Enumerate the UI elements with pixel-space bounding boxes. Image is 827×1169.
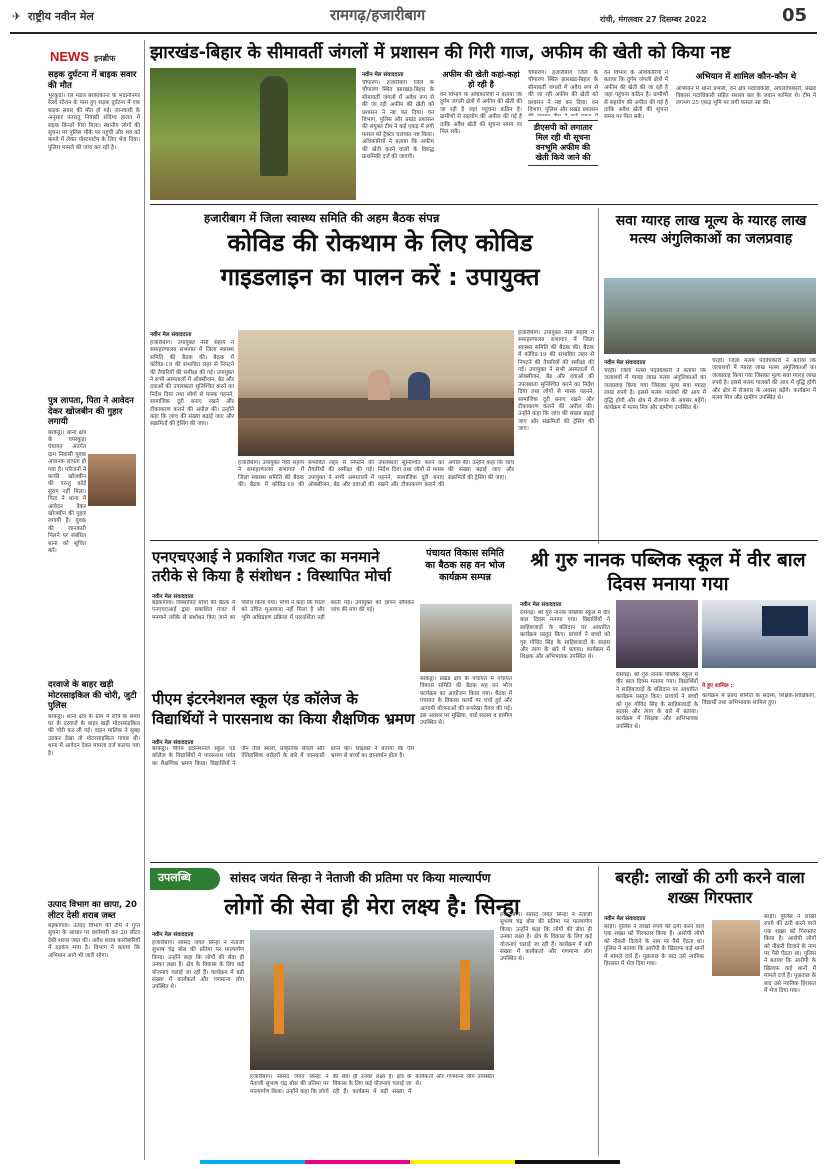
body-text: हजारीबाग। सांसद जयंत सिन्हा ने नेताजी सुभाष चंद्र बोस की प्रतिमा पर माल्यार्पण किया। उन्होंने कहा कि लोगों की सेवा ही उनका लक्ष्य है। क्षेत्र के विकास के लिए कई योजनाएं चलाई जा रही हैं। कार्यक्रम में बड़ी संख्या में कार्यकर्ता और गणमान्य लोग उपस्थित थे।	[152, 940, 244, 991]
barhi-headline: बरही: लाखों की ठगी करने वाला शख्स गिरफ्तार	[615, 868, 805, 907]
gurunanak-col2	[616, 672, 698, 842]
body-text: हजारीबाग। उपायुक्त नैंसी सहाय ने समाहरणालय सभागार में जिला स्वास्थ्य समिति की बैठक की। बैठक में कोविड-19 की संभावित लहर से निपटने की तैयारियों की समीक्षा की गई। उपायुक्त ने सभी अस्पतालों में ऑक्सीजन, बेड और दवाओं की उपलब्धता सुनिश्चित करने का निर्देश दिया तथा लोगों से मास्क पहनने, सामाजिक दूरी बनाए रखने और टीकाकरण कराने की अपील की। उन्होंने कहा कि जांच की संख्या बढ़ाई जाए और संक्रमितों की ट्रेसिंग की जाए।	[150, 340, 234, 428]
sidebar-item	[48, 396, 140, 690]
sinha-col2	[250, 1074, 494, 1146]
nhai-headline: एनएचएआई ने प्रकाशित गजट का मनमाने तरीके से किया है संशोधन : विस्थापित मोर्चा	[152, 548, 391, 585]
fish-col1	[604, 358, 706, 536]
top-story-headline: झारखंड-बिहार के सीमावर्ती जंगलों में प्रशासन की गिरी गाज, अफीम की खेती को किया नष्ट	[150, 43, 731, 63]
body-text: बरही। पुलिस ने लाखों रुपये की ठगी करने वाले एक शख्स को गिरफ्तार किया है। आरोपी लोगों को नौकरी दिलाने के नाम पर पैसे ऐंठता था। पुलिस ने बताया कि आरोपी के खिलाफ कई थानों में मामले दर्ज हैं। पूछताछ के बाद उसे न्यायिक हिरासत में भेज दिया गया।	[604, 924, 704, 968]
qa-box	[440, 70, 522, 192]
sidebar-portrait	[88, 454, 136, 506]
side-label: ये हुए शामिल :	[702, 683, 733, 689]
highlight-headline: डीएसपी को लगातार मिल रही थी सूचना वनभूमि अफीम की खेती किये जाने की	[533, 123, 593, 162]
sidebar-item-body: भुरकुंडा। रेल मंडल बरकाकाना के भदानीनगर रेलवे स्टेशन के पास हुए सड़क दुर्घटना में एक बाइक सवार की मौत हो गई। जानकारी के अनुसार पतरातु निवासी संदिग्ध हालत में सड़क किनारे गिरा मिला। स्थानीय लोगों की सूचना पर पुलिस मौके पर पहुंची और शव को कब्जे में लेकर पोस्टमार्टम के लिए भेज दिया। पुलिस मामले की जांच कर रही है।	[48, 93, 140, 151]
sinha-photo	[250, 930, 494, 1070]
byline: नवीन मेल संवाददाता	[520, 602, 562, 608]
sidebar-item-body: बड़कागांव। उत्पाद विभाग की टीम ने गुप्त सूचना के आधार पर छापेमारी कर 20 लीटर देसी शराब जब्त की। अवैध शराब कारोबारियों में हड़कंप मचा है। विभाग ने बताया कि अभियान आगे भी जारी रहेगा।	[48, 923, 140, 959]
qa-body: वन विभाग के अधिकारियों ने बताया कि दुर्गम जंगली क्षेत्रों में अफीम की खेती की जा रही है जहां पहुंचना कठिन है। ग्रामीणों से सहयोग की अपील की गई है ताकि अवैध खेती की सूचना समय पर मिल सके।	[440, 92, 522, 136]
pm-headline-line2: विद्यार्थियों ने पारसनाथ का किया शैक्षणिक भ्रमण	[152, 710, 415, 728]
side-box	[676, 72, 816, 182]
sinha-tag	[150, 868, 220, 890]
side-box-headline: अभियान में शामिल कौन-कौन थे	[695, 72, 797, 82]
covid-col3	[518, 330, 594, 526]
sinha-col3	[500, 912, 592, 1142]
byline: नवीन मेल संवाददाता	[604, 360, 646, 366]
gurunanak-headline: श्री गुरु नानक पब्लिक स्कूल में वीर बाल दिवस मनाया गया	[530, 549, 806, 595]
byline: नवीन मेल संवाददाता	[362, 72, 404, 78]
meeting-photo	[238, 330, 514, 456]
sinha-tag-label: उपलब्धि	[158, 871, 191, 884]
body-text: चरही। जिला मत्स्य पदाधिकारी ने बताया कि जलाशयों में ग्यारह लाख मत्स्य अंगुलिकाओं का जलप्रवाह किया गया जिसका मूल्य सवा ग्यारह लाख रुपये है। इससे मत्स्य पालकों की आय में वृद्धि होगी और क्षेत्र में रोजगार के अवसर बढ़ेंगे। कार्यक्रम में मत्स्य मित्र और ग्रामीण उपस्थित थे।	[712, 358, 816, 402]
covid-headline-line2: गाइडलाइन का पालन करें : उपायुक्त	[220, 263, 540, 291]
logo-sub: इनब्रीफ	[94, 54, 116, 63]
column-divider	[598, 208, 599, 544]
brand-name: राष्ट्रीय नवीन मेल	[28, 10, 94, 23]
body-text: रामगढ़। श्री गुरु नानक पब्लिक स्कूल में वीर बाल दिवस मनाया गया। विद्यार्थियों ने साहिबजादों के बलिदान पर आधारित कार्यक्रम प्रस्तुत किए। प्राचार्य ने बच्चों को गुरु गोविंद सिंह के साहिबजादों के साहस और त्याग के बारे में बताया। कार्यक्रम में शिक्षक और अभिभावक उपस्थित थे।	[520, 610, 610, 661]
body-text: हजारीबाग। उपायुक्त नैंसी सहाय ने समाहरणालय सभागार में जिला स्वास्थ्य समिति की बैठक की। बैठक में कोविड-19 की संभावित लहर से निपटने की तैयारियों की समीक्षा की गई। उपायुक्त ने सभी अस्पतालों में ऑक्सीजन, बेड और दवाओं की उपलब्धता सुनिश्चित करने का निर्देश दिया तथा लोगों से मास्क पहनने, सामाजिक दूरी बनाए रखने और टीकाकरण कराने की अपील की। उन्होंने कहा कि जांच की संख्या बढ़ाई जाए और संक्रमितों की ट्रेसिंग की जाए।	[238, 460, 514, 489]
top-story-col3	[528, 70, 598, 166]
panchayat-headline: पंचायत विकास समिति का बैठक सह वन भोज कार्यक्रम सम्पन्न	[425, 548, 505, 583]
pm-byline: नवीन मेल संवाददाता	[152, 740, 194, 746]
sidebar-item	[48, 900, 140, 1163]
sidebar-item	[48, 680, 140, 894]
top-story-col1	[362, 70, 434, 200]
pm-headline-line1: पीएम इंटरनेशनल स्कूल एंड कॉलेज के	[152, 690, 358, 708]
sinha-kicker: सांसद जयंत सिन्हा ने नेताजी की प्रतिमा पर किया माल्यार्पण	[230, 871, 491, 885]
byline: नवीन मेल संवाददाता	[152, 932, 194, 938]
body-text: चरही। जिला मत्स्य पदाधिकारी ने बताया कि जलाशयों में ग्यारह लाख मत्स्य अंगुलिकाओं का जलप्रवाह किया गया जिसका मूल्य सवा ग्यारह लाख रुपये है। इससे मत्स्य पालकों की आय में वृद्धि होगी और क्षेत्र में रोजगार के अवसर बढ़ेंगे। कार्यक्रम में मत्स्य मित्र और ग्रामीण उपस्थित थे।	[604, 368, 706, 412]
nhai-body: बड़कागांव। विस्थापित मोर्चा की बैठक में एनएचएआई द्वारा प्रकाशित गजट में मनमाने तरीके से संशोधन किए जाने का विरोध किया गया। मोर्चा ने कहा कि रैयतों को उचित मुआवजा नहीं मिला है और भूमि अधिग्रहण प्रक्रिया में पारदर्शिता नहीं बरती गई। उपायुक्त को ज्ञापन सौंपकर जांच की मांग की गई।	[152, 600, 414, 621]
qa-headline: अफीम की खेती कहां-कहां हो रही है	[442, 70, 520, 89]
covid-headline-line1: कोविड की रोकथाम के लिए कोविड	[227, 229, 533, 257]
logo-main: NEWS	[50, 49, 89, 64]
body-text: हजारीबाग। सांसद जयंत सिन्हा ने नेताजी सुभाष चंद्र बोस की प्रतिमा पर माल्यार्पण किया। उन्होंने कहा कि लोगों की सेवा ही उनका लक्ष्य है। क्षेत्र के विकास के लिए कई योजनाएं चलाई जा रही हैं। कार्यक्रम में बड़ी संख्या में कार्यकर्ता और गणमान्य लोग उपस्थित थे।	[500, 912, 592, 963]
school-photo-1	[616, 600, 698, 668]
panchayat-photo	[420, 604, 512, 672]
side-body: कार्यक्रम में प्रबंध समिति के सदस्य, शिक्षक-शिक्षिकाएं, विद्यार्थी तथा अभिभावक शामिल हुए।	[702, 693, 816, 707]
sidebar-item-headline: पुत्र लापता, पिता ने आवेदन देकर खोजबीन की गुहार लगायी	[48, 396, 134, 427]
sidebar-divider	[144, 40, 145, 1160]
color-registration-strip	[200, 1160, 620, 1164]
barhi-col2	[712, 914, 816, 1144]
masthead	[0, 0, 827, 40]
sidebar	[48, 40, 140, 1160]
sinha-headline: लोगों की सेवा ही मेरा लक्ष्य है: सिन्हा	[224, 895, 520, 920]
section-title: रामगढ़/हजारीबाग	[330, 6, 426, 24]
section-rule	[150, 540, 818, 541]
bird-logo-icon: ✈	[12, 10, 22, 23]
body-text: बरही। पुलिस ने लाखों रुपये की ठगी करने वाले एक शख्स को गिरफ्तार किया है। आरोपी लोगों को नौकरी दिलाने के नाम पर पैसे ऐंठता था। पुलिस ने बताया कि आरोपी के खिलाफ कई थानों में मामले दर्ज हैं। पूछताछ के बाद उसे न्यायिक हिरासत में भेज दिया गया।	[764, 914, 816, 995]
body-text: हजारीबाग। उपायुक्त नैंसी सहाय ने समाहरणालय सभागार में जिला स्वास्थ्य समिति की बैठक की। बैठक में कोविड-19 की संभावित लहर से निपटने की तैयारियों की समीक्षा की गई। उपायुक्त ने सभी अस्पतालों में ऑक्सीजन, बेड और दवाओं की उपलब्धता सुनिश्चित करने का निर्देश दिया तथा लोगों से मास्क पहनने, सामाजिक दूरी बनाए रखने और टीकाकरण कराने की अपील की। उन्होंने कहा कि जांच की संख्या बढ़ाई जाए और संक्रमितों की ट्रेसिंग की जाए।	[518, 330, 594, 433]
top-story-col4	[604, 70, 668, 198]
fish-col2	[712, 358, 816, 534]
fish-headline: सवा ग्यारह लाख मूल्य के ग्यारह लाख मत्स्य अंगुलिकाओं का जलप्रवाह	[615, 213, 807, 247]
fish-photo	[604, 278, 816, 354]
column-divider	[598, 866, 599, 1156]
page-number: 05	[782, 5, 808, 26]
body-text: हजारीबाग। सांसद जयंत सिन्हा ने नेताजी सुभाष चंद्र बोस की प्रतिमा पर माल्यार्पण किया। उन्होंने कहा कि लोगों की सेवा ही उनका लक्ष्य है। क्षेत्र के विकास के लिए कई योजनाएं चलाई जा रही हैं। कार्यक्रम में बड़ी संख्या में कार्यकर्ता और गणमान्य लोग उपस्थित थे।	[250, 1074, 494, 1095]
covid-col2	[238, 460, 514, 524]
byline: नवीन मेल संवाददाता	[150, 332, 192, 338]
sidebar-item-body: बरकट्ठा। थाना क्षेत्र के चपरकुड़ा पंचायत अंतर्गत ग्राम निवासी युवक अचानक लापता हो गया है। परिजनों ने काफी खोजबीन की परन्तु कोई सुराग नहीं मिला। पिता ने थाना में आवेदन देकर खोजबीन की गुहार लगायी है। युवक की जानकारी मिलने पर संबंधित थाना को सूचित करें।	[48, 429, 86, 554]
body-text: रामगढ़। श्री गुरु नानक पब्लिक स्कूल में वीर बाल दिवस मनाया गया। विद्यार्थियों ने साहिबजादों के बलिदान पर आधारित कार्यक्रम प्रस्तुत किए। प्राचार्य ने बच्चों को गुरु गोविंद सिंह के साहिबजादों के साहस और त्याग के बारे में बताया। कार्यक्रम में शिक्षक और अभिभावक उपस्थित थे।	[616, 672, 698, 730]
body-text: चौपारण। हजारीबाग जिले के चौपारण स्थित झारखंड-बिहार के सीमावर्ती जंगलों में अवैध रूप से की जा रही अफीम की खेती को प्रशासन ने नष्ट कर दिया। वन विभाग, पुलिस और प्रखंड प्रशासन की संयुक्त टीम ने कई एकड़ में लगी फसल को ट्रैक्टर चलाकर नष्ट किया। अधिकारियों ने बताया कि अफीम की खेती करने वालों के विरुद्ध प्राथमिकी दर्ज की जाएगी।	[362, 80, 434, 161]
school-photo-2	[702, 600, 816, 668]
covid-kicker: हजारीबाग में जिला स्वास्थ्य समिति की अहम बैठक संपन्न	[204, 211, 440, 225]
gurunanak-side	[702, 672, 816, 853]
sidebar-item-headline: सड़क दुर्घटना में बाइक सवार की मौत	[48, 70, 137, 91]
body-text: चौपारण। हजारीबाग जिले के चौपारण स्थित झारखंड-बिहार के सीमावर्ती जंगलों में अवैध रूप से की जा रही अफीम की खेती को प्रशासन ने नष्ट कर दिया। वन विभाग, पुलिस और प्रखंड प्रशासन	[528, 70, 598, 114]
sidebar-item-body: बरकट्ठा। थाना क्षेत्र के ग्राम में रात्रि के समय घर के दरवाजे के बाहर खड़ी मोटरसाइकिल की चोरी कर ली गई। वाहन मालिक ने सुबह उठकर देखा तो मोटरसाइकिल गायब थी। थाना में आवेदन देकर मामला दर्ज कराया गया है।	[48, 713, 140, 757]
dateline: रांची, मंगलवार 27 दिसम्बर 2022	[600, 15, 707, 24]
news-inbrief-logo	[50, 46, 115, 65]
opium-field-photo	[150, 68, 356, 200]
byline: नवीन मेल संवाददाता	[604, 916, 646, 922]
section-rule	[150, 862, 818, 863]
gurunanak-col1	[520, 600, 610, 770]
panchayat-body: बरकट्ठा। प्रखंड क्षेत्र के पंचायत में पंचायत विकास समिति की बैठक सह वन भोज कार्यक्रम का आयोजन किया गया। बैठक में पंचायत के विकास कार्यों पर चर्चा हुई और आगामी योजनाओं की रूपरेखा तैयार की गई। इस अवसर पर मुखिया, वार्ड सदस्य व ग्रामीण उपस्थित थे।	[420, 676, 512, 727]
nhai-byline: नवीन मेल संवाददाता	[152, 594, 194, 600]
sidebar-item-headline: दरवाजे के बाहर खड़ी मोटरसाइकिल की चोरी, जुटी पुलिस	[48, 680, 137, 711]
section-rule	[150, 204, 818, 205]
highlight-box	[528, 120, 598, 166]
sinha-col1	[152, 930, 244, 1152]
sidebar-item	[48, 70, 140, 413]
masthead-rule	[10, 32, 817, 34]
sidebar-item-headline: उत्पाद विभाग का छापा, 20 लीटर देसी शराब जब्त	[48, 900, 137, 921]
side-box-body: अभियान में थाना प्रभारी, वन क्षेत्र पदाधिकारी, अंचलाधिकारी, प्रखंड विकास पदाधिकारी सहित सशस्त्र बल के जवान शामिल थे। टीम ने लगभग 25 एकड़ भूमि पर लगी फसल नष्ट की।	[676, 85, 816, 107]
barhi-col1	[604, 914, 704, 1152]
covid-col1	[150, 330, 234, 540]
body-text: वन विभाग के अधिकारियों ने बताया कि दुर्गम जंगली क्षेत्रों में अफीम की खेती की जा रही है जहां पहुंचना कठिन है। ग्रामीणों से सहयोग की अपील की गई है ताकि अवैध खेती की सूचना समय पर मिल सके।	[604, 70, 668, 121]
pm-body: बरकट्ठा। पीएम इंटरनेशनल स्कूल एंड कॉलेज के विद्यार्थियों ने पारसनाथ पर्वत का शैक्षणिक भ्रमण किया। विद्यार्थियों ने जैन तीर्थ स्थलों, प्राकृतिक सौंदर्य और ऐतिहासिक धरोहरों के बारे में जानकारी प्राप्त की। शिक्षकों ने बताया कि ऐसे भ्रमण से बच्चों का ज्ञानवर्धन होता है।	[152, 746, 414, 767]
